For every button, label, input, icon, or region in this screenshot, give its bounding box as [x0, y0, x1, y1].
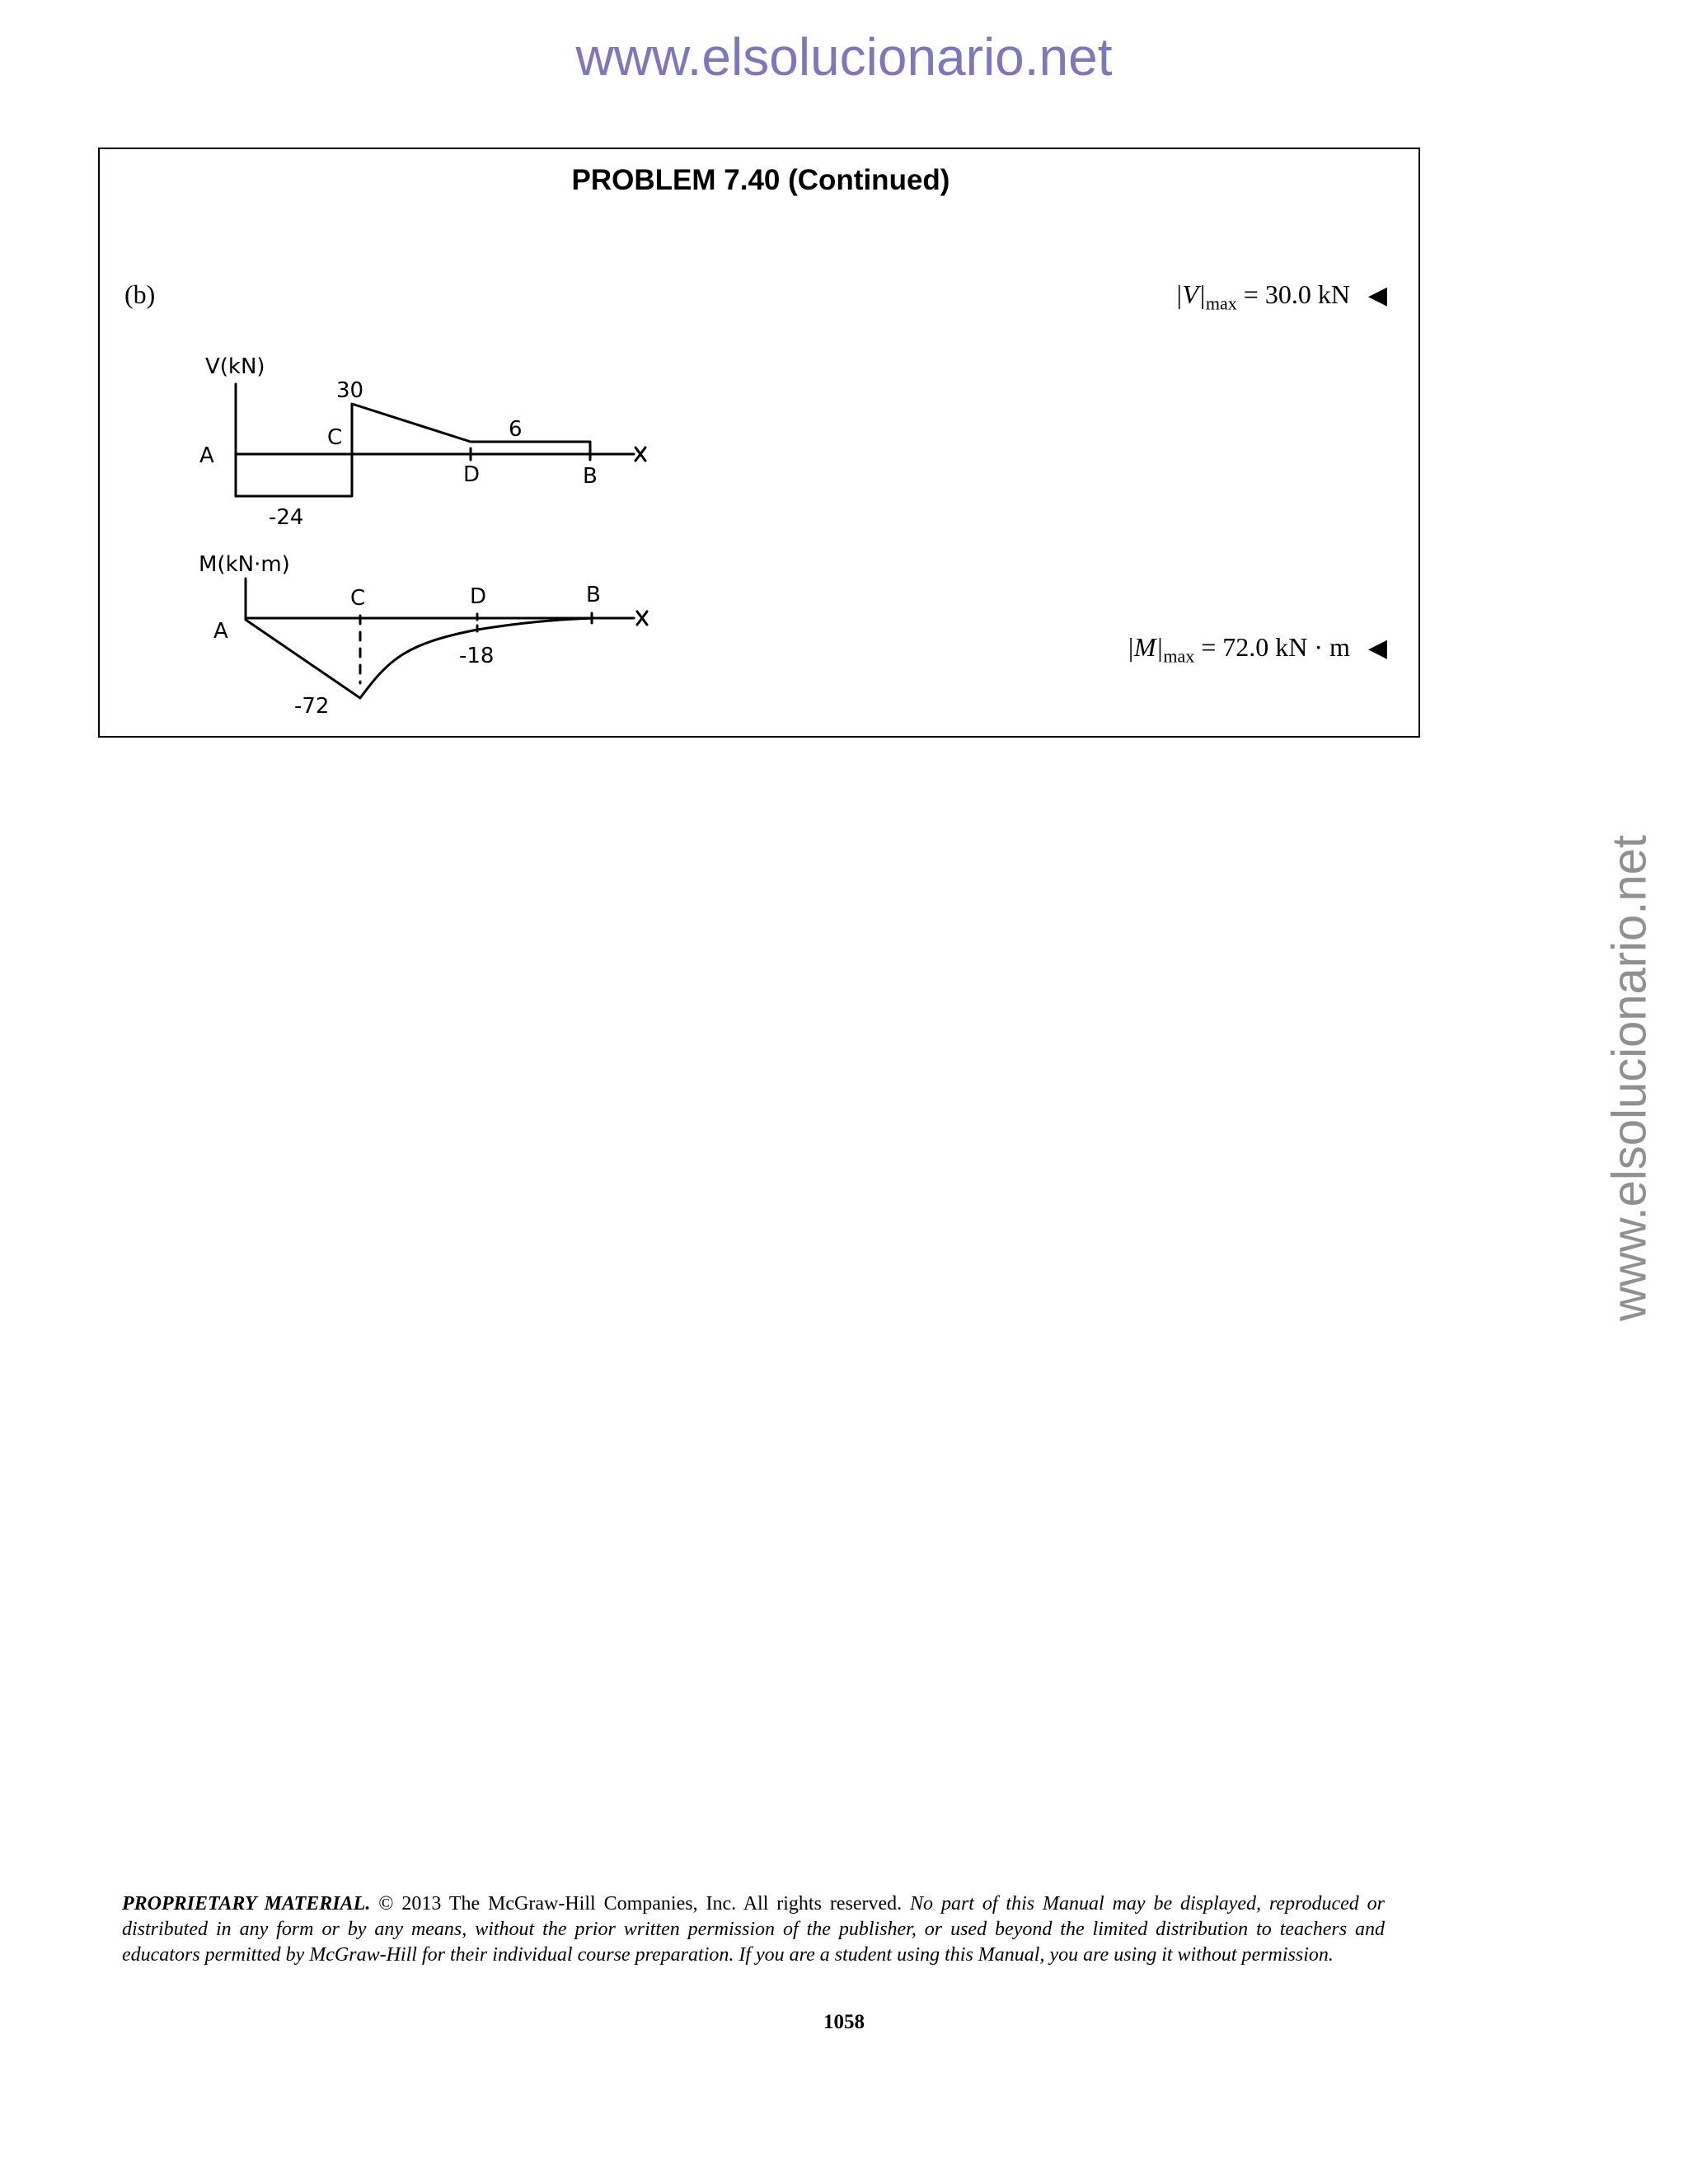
moment-x-mark [637, 612, 647, 625]
shear-point-b: B [583, 464, 598, 489]
moment-point-b: B [586, 583, 601, 607]
shear-max-lhs: |V| [1175, 279, 1206, 309]
problem-box [98, 148, 1420, 738]
part-label: (b) [124, 279, 156, 309]
moment-max-rhs: = 72.0 kN · m [1201, 632, 1350, 662]
shear-point-a: A [199, 443, 214, 468]
shear-label-min: -24 [269, 505, 304, 530]
moment-point-c: C [350, 586, 366, 611]
shear-point-d: D [463, 462, 481, 487]
shear-positive-region [352, 404, 590, 454]
watermark-top: www.elsolucionario.net [575, 27, 1113, 87]
moment-point-a: A [213, 619, 228, 644]
shear-max-rhs: = 30.0 kN [1243, 279, 1350, 309]
shear-y-label: V(kN) [205, 354, 265, 379]
footer-body: No part of this Manual may be displayed, reproduced or distributed in any form or by any means, without the prior written permission of the publisher, or used beyond the limited distribution to teachers and educators permitted by McGraw-Hill for their individual course preparation. If you are a student using this Manual, you are using it without permission. [122, 1893, 1385, 1966]
shear-label-const: 6 [509, 417, 523, 442]
problem-title: PROBLEM 7.40 (Continued) [571, 164, 950, 196]
footer-copyright: © 2013 The McGraw-Hill Companies, Inc. All rights reserved. [370, 1893, 911, 1915]
footer-notice [122, 1891, 1385, 1968]
moment-point-d: D [470, 584, 487, 609]
answer-marker-icon: ◀ [1367, 282, 1387, 309]
page-number: 1058 [823, 2011, 865, 2033]
shear-max-sub: max [1205, 293, 1237, 314]
shear-x-mark [635, 448, 645, 461]
moment-label-d: -18 [459, 644, 495, 668]
moment-max-sub: max [1163, 645, 1195, 667]
shear-negative-region [236, 454, 352, 496]
moment-y-label: M(kN·m) [199, 552, 290, 577]
shear-label-max: 30 [336, 378, 364, 403]
watermark-side: www.elsolucionario.net [1602, 835, 1657, 1321]
footer-lead: PROPRIETARY MATERIAL. [122, 1893, 371, 1915]
moment-curve [246, 618, 594, 698]
answer-marker-icon: ◀ [1367, 635, 1387, 662]
shear-point-c: C [327, 425, 343, 450]
diagrams-sketch [100, 149, 1422, 739]
moment-label-c: -72 [294, 694, 330, 719]
moment-max-lhs: |M| [1127, 632, 1164, 662]
